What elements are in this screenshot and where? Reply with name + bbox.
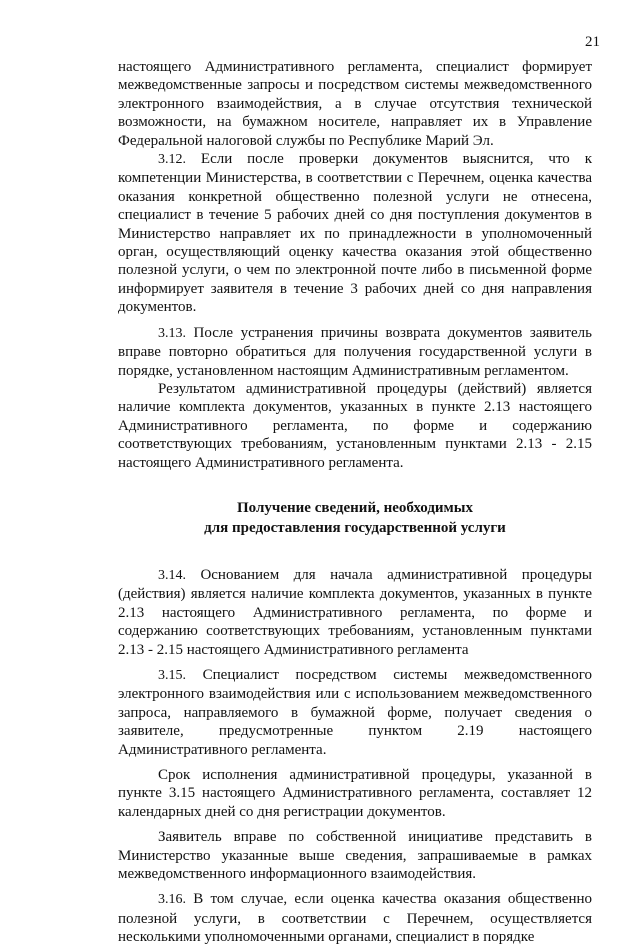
section-heading-line-1: Получение сведений, необходимых [237, 499, 473, 516]
section-heading [118, 498, 592, 538]
document-body [118, 58, 592, 947]
page-number: 21 [585, 34, 600, 50]
paragraph-3-13: 3.13. После устранения причины возврата документов заявитель вправе повторно обратиться для получения государственной услуги в порядке, установленном настоящим Административным регламентом. [118, 324, 593, 379]
paragraph-result: Результатом административной процедуры (действий) является наличие комплекта документов, указанных в пункте 2.13 настоящего Административного регламента, по форме и содержанию соответствующих требованиям, установленным пунктами 2.13 - 2.15 настоящего Административного регламента. [118, 380, 592, 471]
paragraph-applicant-right: Заявитель вправе по собственной инициативе представить в Министерство указанные выше сведения, запрашиваемые в рамках межведомственного информационного взаимодействия. [118, 829, 592, 883]
paragraph-3-15: 3.15. Специалист посредством системы межведомственного электронного взаимодействия или с использованием межведомственного запроса, направляемого в бумажной форме, получает сведения о заявителе, предусмотренные пунктом 2.19 настоящего Административного регламента. [118, 666, 592, 758]
paragraph-3-12: 3.12. Если после проверки документов выяснится, что к компетенции Министерства, в соответствии с Перечнем, оценка качества оказания конкретной общественно полезной услуги не отнесена, специалист в течение 5 рабочих дней со дня поступления документов в Министерство направляет их по принадлежности в уполномоченный орган, осуществляющий оценку качества оказания этой общественно полезной услуги, о чем по электронной почте либо в письменной форме информирует заявителя в течение 3 рабочих дней со дня направления документов. [118, 151, 592, 316]
clause-number: 3.12. [158, 152, 186, 168]
clause-number: 3.14. [158, 567, 186, 583]
paragraph-3-14: 3.14. Основанием для начала административной процедуры (действия) является наличие комплекта документов, указанных в пункте 2.13 настоящего Административного регламента, по форме и содержанию соответствующих требованиям, установленным пунктами 2.13 - 2.15 настоящего Административного регламента [118, 566, 592, 658]
clause-number: 3.16. [158, 892, 186, 908]
clause-number: 3.15. [158, 667, 186, 683]
clause-number: 3.13. [158, 325, 186, 341]
paragraph-deadline: Срок исполнения административной процедуры, указанной в пункте 3.15 настоящего Административного регламента, составляет 12 календарных дней со дня регистрации документов. [118, 767, 592, 820]
section-heading-line-2: для предоставления государственной услуги [204, 519, 506, 536]
paragraph-3-16: 3.16. В том случае, если оценка качества оказания общественно полезной услуги, в соответствии с Перечнем, осуществляется несколькими уполномоченными органами, специалист в порядке [118, 891, 592, 946]
paragraph-continuation: настоящего Административного регламента, специалист формирует межведомственные запросы и посредством системы межведомственного электронного взаимодействия, а в случае отсутствия технической возможности, на бумажном носителе, направляет их в Управление Федеральной налоговой службы по Республике Марий Эл. [118, 59, 592, 149]
